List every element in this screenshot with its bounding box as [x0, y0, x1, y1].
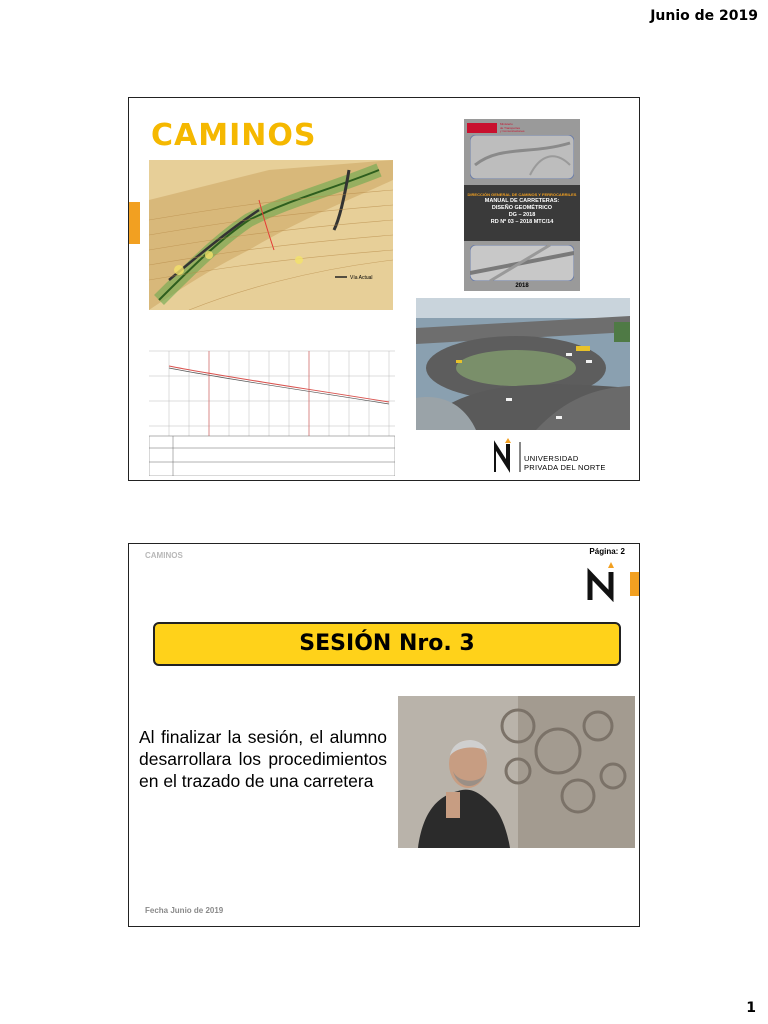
- slide-accent-tab: [128, 202, 140, 244]
- session-title-banner: SESIÓN Nro. 3: [153, 622, 621, 666]
- cover-photo-bottom: [470, 245, 574, 281]
- ministry-text: Ministerio de Transportes y Comunicaciones: [500, 122, 525, 133]
- upn-line2: PRIVADA DEL NORTE: [524, 463, 606, 472]
- page-number: 1: [746, 1000, 756, 1016]
- slide-2: [128, 543, 640, 927]
- session-objective: Al finalizar la sesión, el alumno desarrollara los procedimientos en el trazado de una carretera: [139, 727, 387, 791]
- longitudinal-profile: [149, 346, 395, 476]
- slide-1: [128, 97, 640, 481]
- interchange-photo: [416, 298, 630, 430]
- upn-wordmark: [524, 454, 606, 472]
- slide-page-label: Página: 2: [589, 547, 625, 556]
- slide-date: Fecha Junio de 2019: [145, 906, 224, 915]
- thinking-man-photo: [398, 696, 635, 848]
- manual-agency: DIRECCIÓN GENERAL DE CAMINOS Y FERROCARRILES: [467, 192, 577, 197]
- manual-year: 2018: [515, 283, 529, 289]
- slide-title: CAMINOS: [151, 118, 317, 153]
- map-legend-label: Vía Actual: [350, 275, 373, 281]
- manual-line2: DISEÑO GEOMÉTRICO: [491, 205, 553, 211]
- course-label: CAMINOS: [145, 551, 183, 560]
- manual-cover: [464, 119, 580, 291]
- manual-line4: RD Nº 03 – 2018 MTC/14: [490, 219, 554, 225]
- cover-photo-top: [470, 135, 574, 179]
- topographic-map: [149, 160, 393, 310]
- peru-logo: [467, 123, 497, 133]
- slide-accent-tab: [630, 572, 640, 596]
- upn-n-logo: [587, 562, 619, 602]
- upn-line1: UNIVERSIDAD: [524, 454, 579, 463]
- manual-line3: DG – 2018: [508, 212, 536, 218]
- manual-title-band: [464, 185, 580, 241]
- page-header-date: Junio de 2019: [650, 8, 758, 24]
- manual-line1: MANUAL DE CARRETERAS:: [484, 198, 560, 204]
